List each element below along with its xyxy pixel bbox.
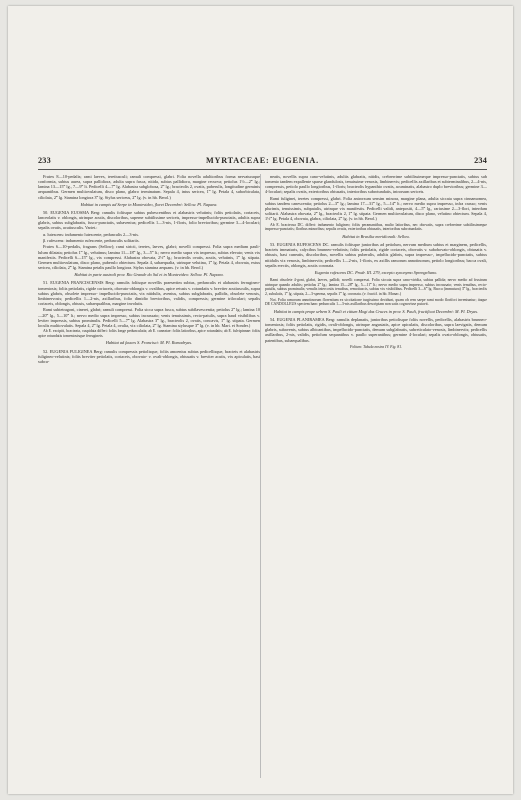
variety-line: α. lutescens: indumento lutescente, pedunculis 2—3-nis. (43, 231, 139, 237)
paragraph: neatis, novellis supra cano-velutinis, adultis glabratis, nitidis, crebrerrime subtilissimeque impresso-punctatis, subtus sub tomento tandem expallente sparse glandulosis, tenuissime venosis, limbinervis; pedicellis axillaribus et subterminalibus, 2—4-nis, compressis, petiolo paullo longioribus, 1-floris; bracteolis hypanthio ovatis, acuminatis, alabastro duplo brevioribus; germine 3—4-loculari; sepalis ovatis, exterioribus obtusatis, interioribus subrotundatis, introrsum sericeis. (265, 174, 487, 195)
synonym-line: Eugenia rufescens DC. Prodr. III. 279, excepto synonymo Sprengeliano. (314, 269, 438, 275)
description-small: Rami obsolete 4-goni, glabri, laeves, pallidi; novelli compressi. Folia siccata supra cano-viridia, subtus pallida; nervo medio ad frustrum utrinque quando adultis; petiolus 2‴ lg.; lamina 15—28‴ lg., 5—11‴ lt.; nervo medio supra impresso, subtus incrassato; venis tenuibus, recto-patulis, subtus prominulis; venulis intercostis tenuibus, remotiuscis, subtus vix visibilibus. Pedicelli 3—6‴ lg. Bacca (immatura) 3‴ lg., bracteolis 2, subulatis, 1‴ lg. stipata, 2—3-sperma, sepalis 1‴ lg. coronata. (v. fructif. in hb. Monac.) (265, 278, 487, 296)
header-rule (38, 169, 487, 170)
figure-reference: Folium: Tabula nostra IV. Fig. 81. (349, 344, 403, 349)
book-page (8, 6, 513, 794)
page-number-right: 234 (474, 156, 487, 165)
paragraph: Frutex 8—10-pedalis; rami laeves, teretiusculi; ramuli compressi, glabri. Folia novella adultioribus forma nervaturaque conformia, subtus aurea, supra pallidiora, adulta supra fusca, nitida, subtus pallidiora, margine recurva; petiolus 1½—2‴ lg.; lamina 13—15‴ lg., 7—9‴ lt. Pedicelli 4—7‴ lg. Alabastra subglobosa, 2‴ lg.; bracteolis 2, ovatis, puberulis, longitudine germinis aequantibus. Germen multiovulatum, disco plano, glabro terminatum. Sepala 4, intus sericea, 1‴ lg. Petala 4, suborbiculata, ciliolata, 2‴ lg. Stamina longiora 3‴ lg. Stylus sericeus, 2‴ lg. (v. in hb. Berol.) (38, 174, 260, 200)
paragraph: Frutex 6—10-pedalis, fragrans (Sellow); rami stricti, teretes, laeves, glabri; novelli compressi. Folia supra medium pauli- lulum dilatata; petiolus 1‴ lg., velutinus; lamina 11—18‴ lg., 3—5‴ lt.; nervo medio supra vix impresso, subtus elevato; venis vix manifestis. Pedicelli 6—15‴ lg., vix compressi. Alabastra obovata, 2½‴ lg.; bracteolis ovatis, acutis, velutinis, 1‴ lg. stipata. Germen multiovulatum, disco plano, puberulo obtectum. Sepala 4, subaequalia, utrinque velutina, 1‴ lg. Petala 4, obovata, extus sericea, ciliolata, 2‴ lg. Stamina petalis paullo longiora. Stylus stamina aequans. (v. in hb. Berol.) (38, 244, 260, 271)
note: Ab E. excipiti, bracteata, cuspidata differt: foliis longe pedunculatis; ab E. cuneatae: foliis latioribus, apice rotundatis; ab E. fulvipinnae: foliis apice rotundatis tomentosisque ferrugineis. (38, 329, 260, 338)
paragraph: Rami fuliginei, teretes compressi, glabri. Folia antrorsum sensim minora, margine plana, adulta siccata supra cinnamomea, subtus tandem canescentia; petiolus 2—3‴ lg.; lamina 17—31‴ lg., 5—14‴ lt.; nervo medio supra impresso, infra crasso; venis plurimis, tenuissimis, subpatulis, utrinque vix manifestis. Pedicelli validi, antepositi, 4—5‴ lg., rariusime 2—3-flori, interdum solitarii. Alabastra obovata, 2‴ lg., bracteolis 2, 1‴ lg. stipata. Germen multiovulatum, disco plano, velutino obtectum. Sepala 4, 1½‴ lg. Petala 4, obovata, glabra, ciliolata, 2‴ lg. (v. in hb. Berol.) (265, 195, 487, 222)
habitat-line: Habitat ad fauces S. Francisci: M. Pl. Romadryas. (105, 340, 193, 346)
note: Not. Folia ramorum annotinorum florentium ex siccitatione turgissimo decidunt, quam ob rem saepe rami modo florifori inveniuntur; itaque DE CANDOLLEUS speciem hanc pedunculis 1—3-nis axillaribus descriptam non satis cognovisse putavit. (265, 297, 487, 307)
species-entry: 51. EUGENIA FRANCISCENSIS Berg: ramulis foliisque novellis praesertim subtus, pedunculis et alabastris ferrugineo-tomentosis; foliis petiolatis, rigide coriaceis, obovato-oblongis v. ovalibus, apice retusis v. rotundatis v. breviter acutiusculis, supra subtus glabris, obsolete impresso- impellucido-punctatis, vix nitidulis, avenius, subtus subglabratis, pallidis, obsolete venosis, limbinervosis; pedicellis 1—2-nis, axillaribus, folio dimidio brevioribus, validis, compressis; germine triloculari; sepalis coriaceis, oblongis, obtusis, subaequalibus, margine involutis. (38, 280, 260, 306)
species-entry: 53. EUGENIA RUFESCENS DC. ramulis foliisque junioribus ad petiolum, nervum medium subtus et marginem, pedicellis, bracteis immaturis, calycibus brunneo-velutinis; foliis petiolatis, rigide coriaceis, obovatis v. subobovato-oblongis, obtusatis v. obtusis, basi cuneatis, discoloribus, novellis subtus puberulis, adultis glabris, supra impresso-, impellucido-punctatis, subtus nitidulis vix venosis, limbinerviis; pedicellis 1—2-nis, 1-floris, ex axillis ramorum annotinorum, petiolo longioribus; bacca ovali, sepalis erectis, oblongis, acutis coronata. (265, 242, 487, 268)
running-header (38, 156, 487, 168)
page-number-left: 233 (38, 156, 51, 165)
species-entry: 52. EUGENIA FULIGINEA Berg: ramulis compressis petiolisque, foliis amoenius subtus pedicellisque, bracteis et alabastris fuligineo-velutinis; foliis breviter petiolatis, coriaceis, obovato- v. ovali-oblongis, obtusatis v. breviter acutis, vix apiculatis, basi subcu- (38, 348, 260, 364)
habitat-line: Habitat in Brasilia meridionali: Sellow. (342, 233, 410, 239)
variety-line: β. rufescens: indumento rufescente, pedunculis solitariis. (43, 238, 140, 244)
left-column (38, 174, 260, 778)
running-title: MYRTACEAE: EUGENIA. (205, 156, 319, 165)
paragraph: Rami subtetragoni, cinerei, glabri; ramuli compressi. Folia sicca supra fusca, subtus subflavescentia; petiolus 2‴ lg.; lamina 10—20‴ lg., 5—10‴ lt.; nervo medio supra impresso, subtus incrassato; venis tenuissimis, recto-patulis, supra haud visibilibus v. leviter impressis, subtus prominulis. Pedicelli 5—7‴ lg. Alabastra 3‴ lg., bracteolis 2, ovatis, concavis, 1‴ lg. stipata. Germen loculis multiovulatis. Sepala 4, 2‴ lg. Petala 4, ovalia, vix ciliolata, 2‴ lg. Stamina stylusque 3‴ lg. (v. in hb. Mart. et Sonder.) (38, 307, 260, 328)
column-divider (260, 174, 261, 778)
habitat-line: Habitat in campis prope urbem S. Pauli et citium Mogi das Cruces in prov. S. Pauli, fructificat Decembri: M. Pl. Dryas. (273, 308, 479, 314)
note: Ab E. bracteosa DC. differt: indumento fuligineo; foliis peramantibus, multo latioribus, nec obovatis, supra crebrerime subtilissimeque impresso-punctatis; floribus minoribus; sepalis ovatis, exterioribus obtusatis, interioribus subrotundatis. (265, 222, 487, 232)
species-entry: 50. EUGENIA EUOSMA Berg: ramulis foliisque subtus pubescentibus et alabastris velutinis; foliis petiolatis, coriaceis, lanceolatis v. oblongis, utrinque acutis, discoloribus, superne subtilissime sericeis, impresso-impellucido-punctatis, adultis supra glabris, subtus subglabratis, fusco-punctatis, subavenius; pedicellis 1—3-nis, 1-floris, folio brevioribus; germine 3—4-loculari; sepalis ovatis, acutiusculis. Variet.: (38, 209, 260, 231)
habitat-line: Habitat in campis ad Serpe in Montevideo, floret Decembri: Sellow. Pl. Napaea. (80, 201, 218, 207)
habitat-line: Habitat in parte australi prov. Rio Grande do Sul et in Montevideo: Sellow. Pl. Napaea. (74, 272, 224, 278)
right-column (265, 174, 487, 778)
species-entry: 54. EUGENIA PLANIRAMEA Berg: ramulis deplanatis, junioribus petiolisque foliis novellis, pedicellis, alabastris brunneo-tomentosis; foliis petiolatis, rigidis, ovali-oblongis, utrinque angustatis, apice apiculatis, discoloribus, supra laevigatis, demum glabris, subavenis, subtus albicantibus, impellucido-punctatis, demum subglabratis, subreticulato-venosis, limbinerviis; pedicellis axillaribus, 2-nis, validis, petiolum sequantibus v. paullo superantibus; germine 4-loculari; sepalis ovato-oblongis, obtusatis, patentibus, subaequalibus. (265, 316, 487, 343)
